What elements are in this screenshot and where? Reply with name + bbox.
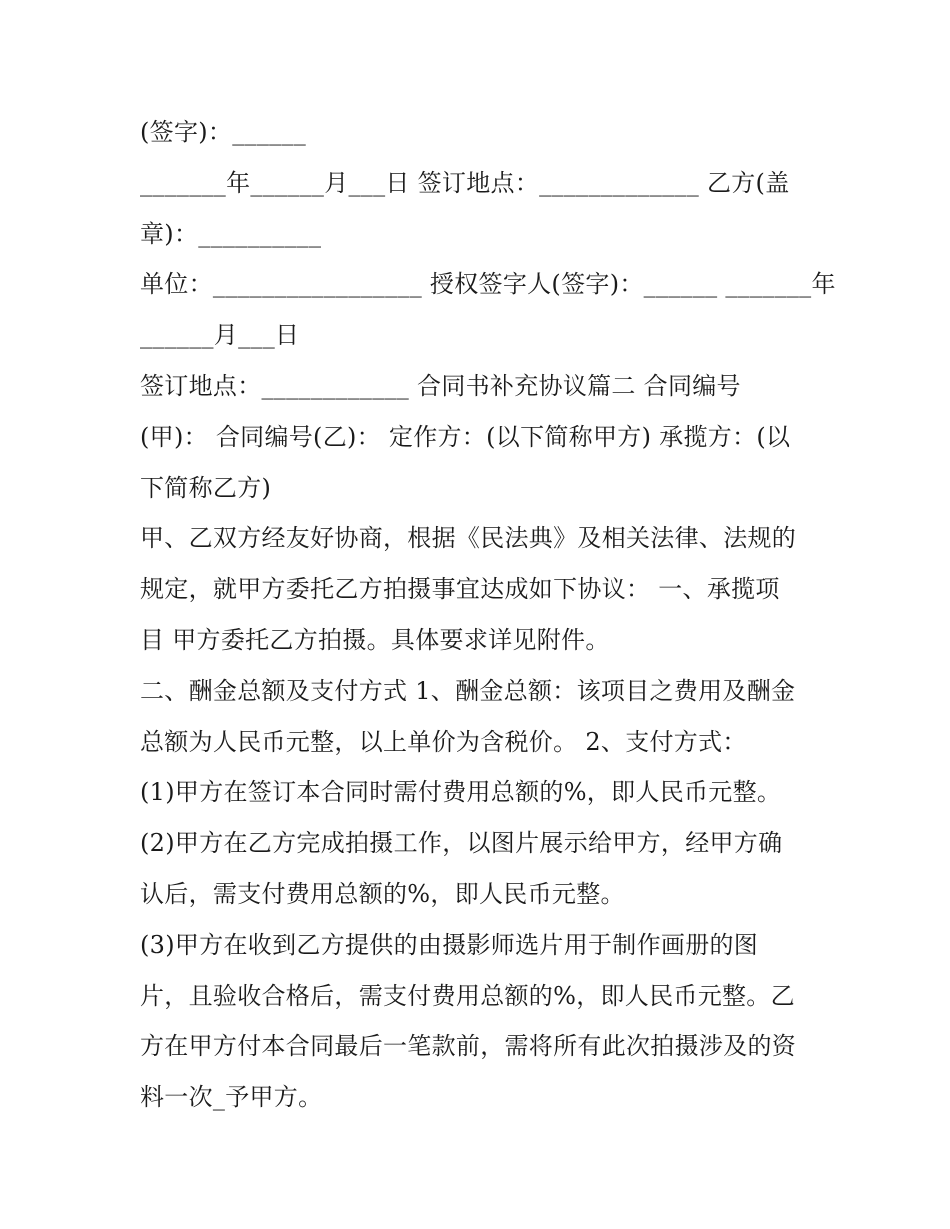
text-line: (2)甲方在乙方完成拍摄工作，以图片展示给甲方，经甲方确	[140, 829, 783, 858]
text-line: 料一次_予甲方。	[140, 1083, 323, 1112]
text-line: (3)甲方在收到乙方提供的由摄影师选片用于制作画册的图	[140, 930, 759, 959]
text-line: 单位：_________________ 授权签字人(签字)：______ _______年	[140, 270, 836, 299]
text-line: 目 甲方委托乙方拍摄。具体要求详见附件。	[140, 625, 610, 654]
contract-text	[140, 107, 836, 1123]
text-line: 片，且验收合格后，需支付费用总额的%，即人民币元整。乙	[140, 981, 795, 1010]
text-line: 规定，就甲方委托乙方拍摄事宜达成如下协议： 一、承揽项	[140, 575, 780, 604]
text-line: _______年______月___日 签订地点：_____________ 乙方(盖	[140, 168, 790, 197]
text-line: 二、酬金总额及支付方式 1、酬金总额：该项目之费用及酬金	[140, 676, 796, 705]
text-line: 下简称乙方)	[140, 473, 272, 502]
text-line: 章)：__________	[140, 219, 322, 248]
text-line: 甲、乙双方经友好协商，根据《民法典》及相关法律、法规的	[140, 524, 797, 553]
text-line: (签字)：______	[140, 118, 307, 146]
text-line: (1)甲方在签订本合同时需付费用总额的%，即人民币元整。	[140, 778, 782, 807]
text-line: ______月___日	[140, 321, 300, 350]
text-line: 总额为人民币元整，以上单价为含税价。 2、支付方式：	[140, 727, 747, 756]
text-line: (甲)： 合同编号(乙)： 定作方：(以下简称甲方) 承揽方：(以	[140, 422, 791, 451]
text-line: 签订地点：____________ 合同书补充协议篇二 合同编号	[140, 371, 741, 400]
text-line: 方在甲方付本合同最后一笔款前，需将所有此次拍摄涉及的资	[140, 1032, 797, 1061]
text-line: 认后，需支付费用总额的%，即人民币元整。	[140, 879, 625, 908]
